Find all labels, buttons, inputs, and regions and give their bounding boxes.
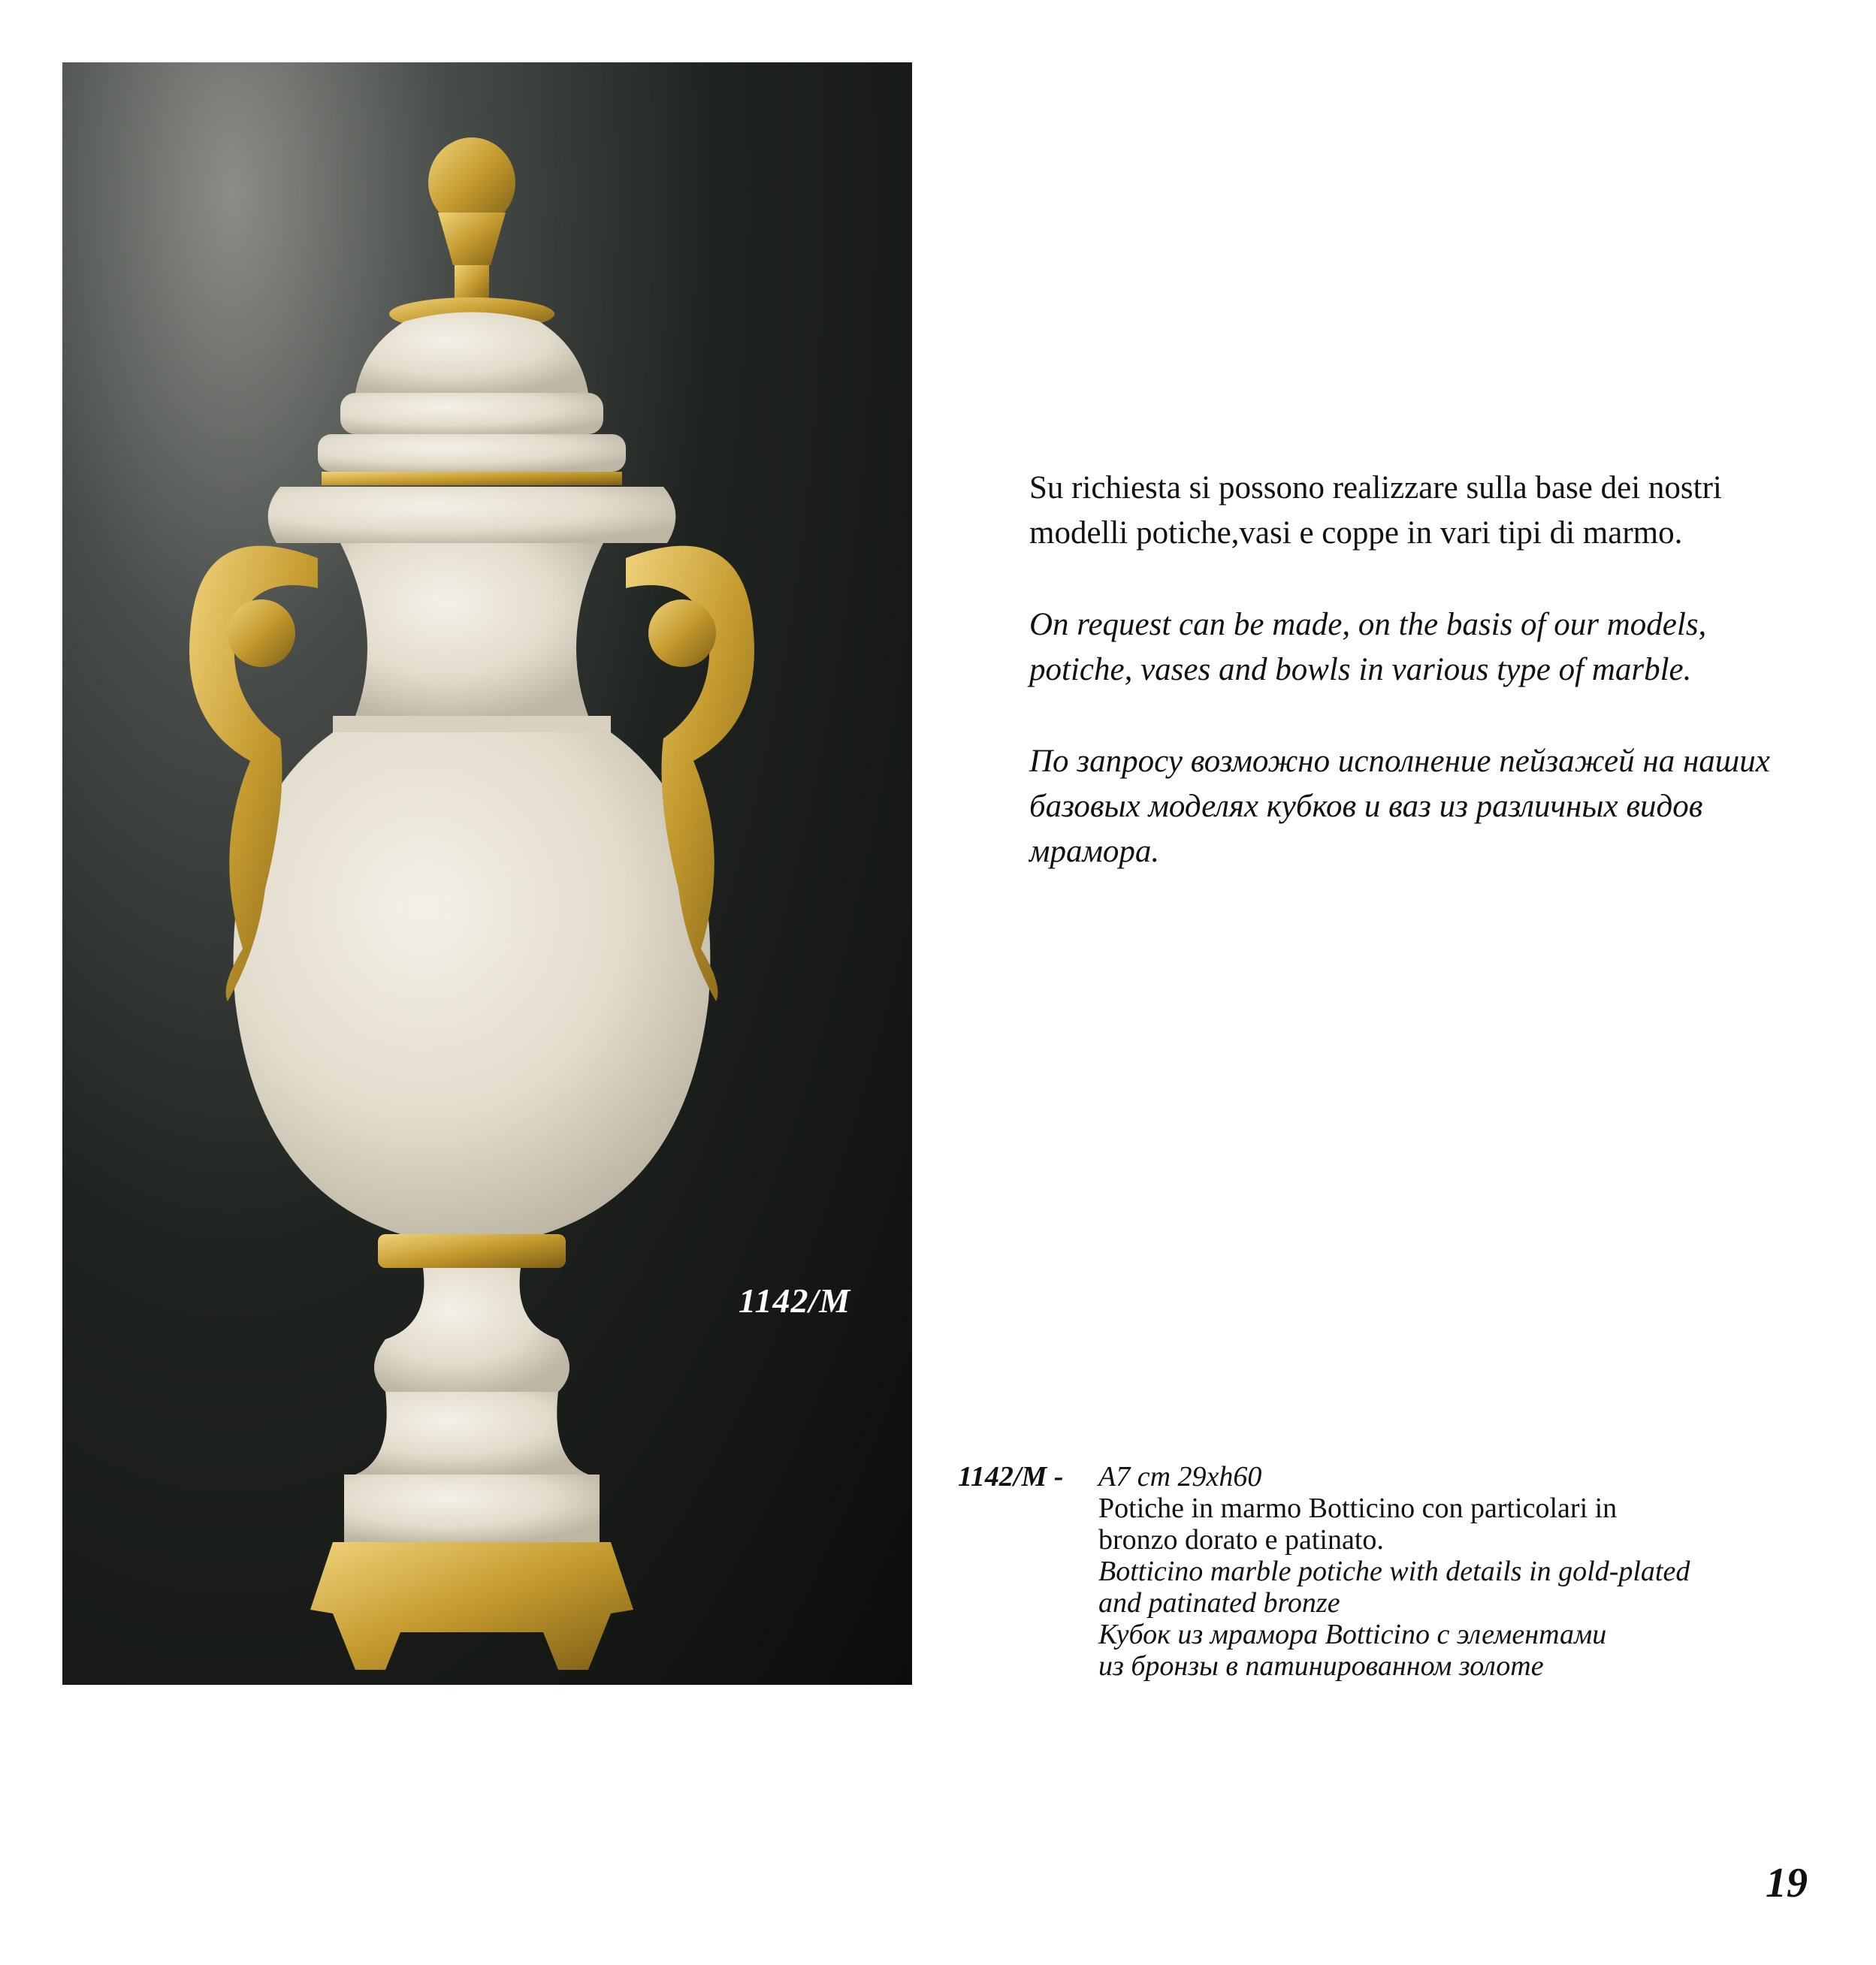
spec-dimensions: A7 cm 29xh60 — [1098, 1461, 1262, 1493]
intro-italian: Su richiesta si possono realizzare sulla base dei nostri modelli potiche,vasi e coppe in vari tipi di marmo. — [1029, 470, 1722, 551]
spec-russian-line-1: Кубок из мрамора Botticino с элементами — [1098, 1619, 1607, 1650]
spec-english-line-2: and patinated bronze — [1098, 1587, 1340, 1619]
lid — [268, 312, 676, 544]
foot — [310, 1234, 633, 1670]
spec-english-line-1: Botticino marble potiche with details in gold-plated — [1098, 1556, 1690, 1587]
intro-russian: По запросу возможно исполнение пейзажей на наших базовых моделях кубков и ваз из различных видов мрамора. — [1029, 744, 1770, 869]
finial — [389, 137, 554, 331]
spec-italian-line-2: bronzo dorato e patinato. — [1098, 1524, 1384, 1556]
urn-illustration — [62, 62, 912, 1685]
spec-russian-line-2: из бронзы в патинированном золоте — [1098, 1650, 1544, 1682]
spec-italian-line-1: Potiche in marmo Botticino con particolari in — [1098, 1493, 1618, 1524]
intro-english: On request can be made, on the basis of our models, potiche, vases and bowls in various type of marble. — [1029, 607, 1707, 687]
spec-description — [1098, 1461, 1812, 1682]
page-number: 19 — [1766, 1860, 1808, 1906]
intro-text — [1029, 466, 1803, 921]
photo-product-code: 1142/M — [739, 1281, 851, 1320]
urn-body — [234, 543, 711, 1234]
product-photo — [62, 62, 912, 1685]
spec-product-code: 1142/M - — [958, 1461, 1064, 1493]
